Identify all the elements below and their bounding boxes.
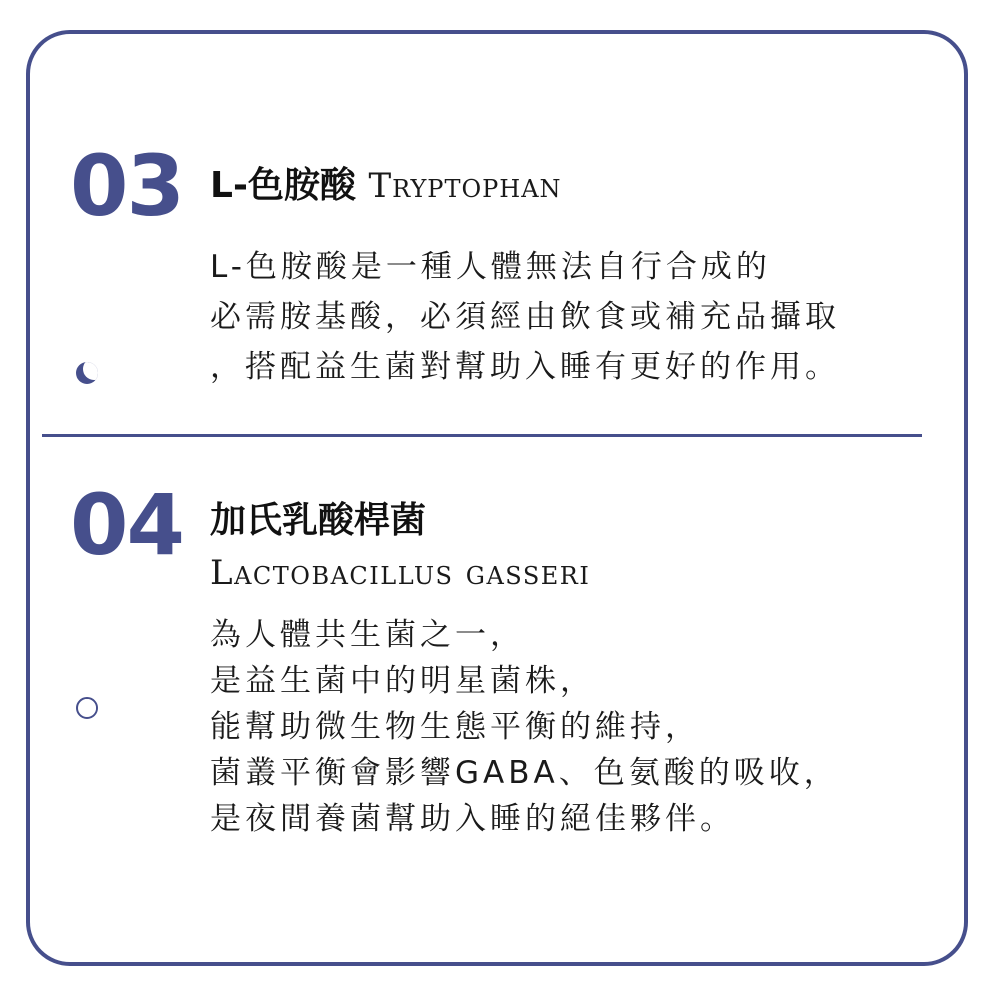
section-title-en-04: Lactobacillus gasseri bbox=[210, 553, 591, 593]
section-body-03 bbox=[210, 242, 840, 392]
section-divider bbox=[42, 434, 922, 437]
section-number-03: 03 bbox=[70, 137, 183, 235]
section-body-04 bbox=[210, 612, 839, 842]
body-line: 是益生菌中的明星菌株， bbox=[210, 663, 595, 699]
body-line: L-色胺酸是一種人體無法自行合成的 bbox=[210, 249, 771, 285]
body-line: 能幫助微生物生態平衡的維持， bbox=[210, 709, 700, 745]
body-line: 為人體共生菌之一， bbox=[210, 617, 525, 653]
section-number-04: 04 bbox=[70, 476, 183, 574]
body-line: ，搭配益生菌對幫助入睡有更好的作用。 bbox=[210, 349, 840, 385]
section-title-03 bbox=[210, 165, 562, 206]
section-title-cn-04: 加氏乳酸桿菌 bbox=[210, 500, 427, 541]
section-title-cn-03: L-色胺酸 bbox=[210, 165, 356, 206]
body-line: 是夜間養菌幫助入睡的絕佳夥伴。 bbox=[210, 801, 735, 837]
crescent-moon-filled-icon bbox=[76, 362, 98, 384]
body-line: 菌叢平衡會影響GABA、色氨酸的吸收， bbox=[210, 755, 839, 791]
body-line: 必需胺基酸，必須經由飲食或補充品攝取 bbox=[210, 299, 840, 335]
crescent-moon-outline-icon bbox=[76, 697, 98, 719]
section-title-en-03: Tryptophan bbox=[368, 166, 562, 206]
